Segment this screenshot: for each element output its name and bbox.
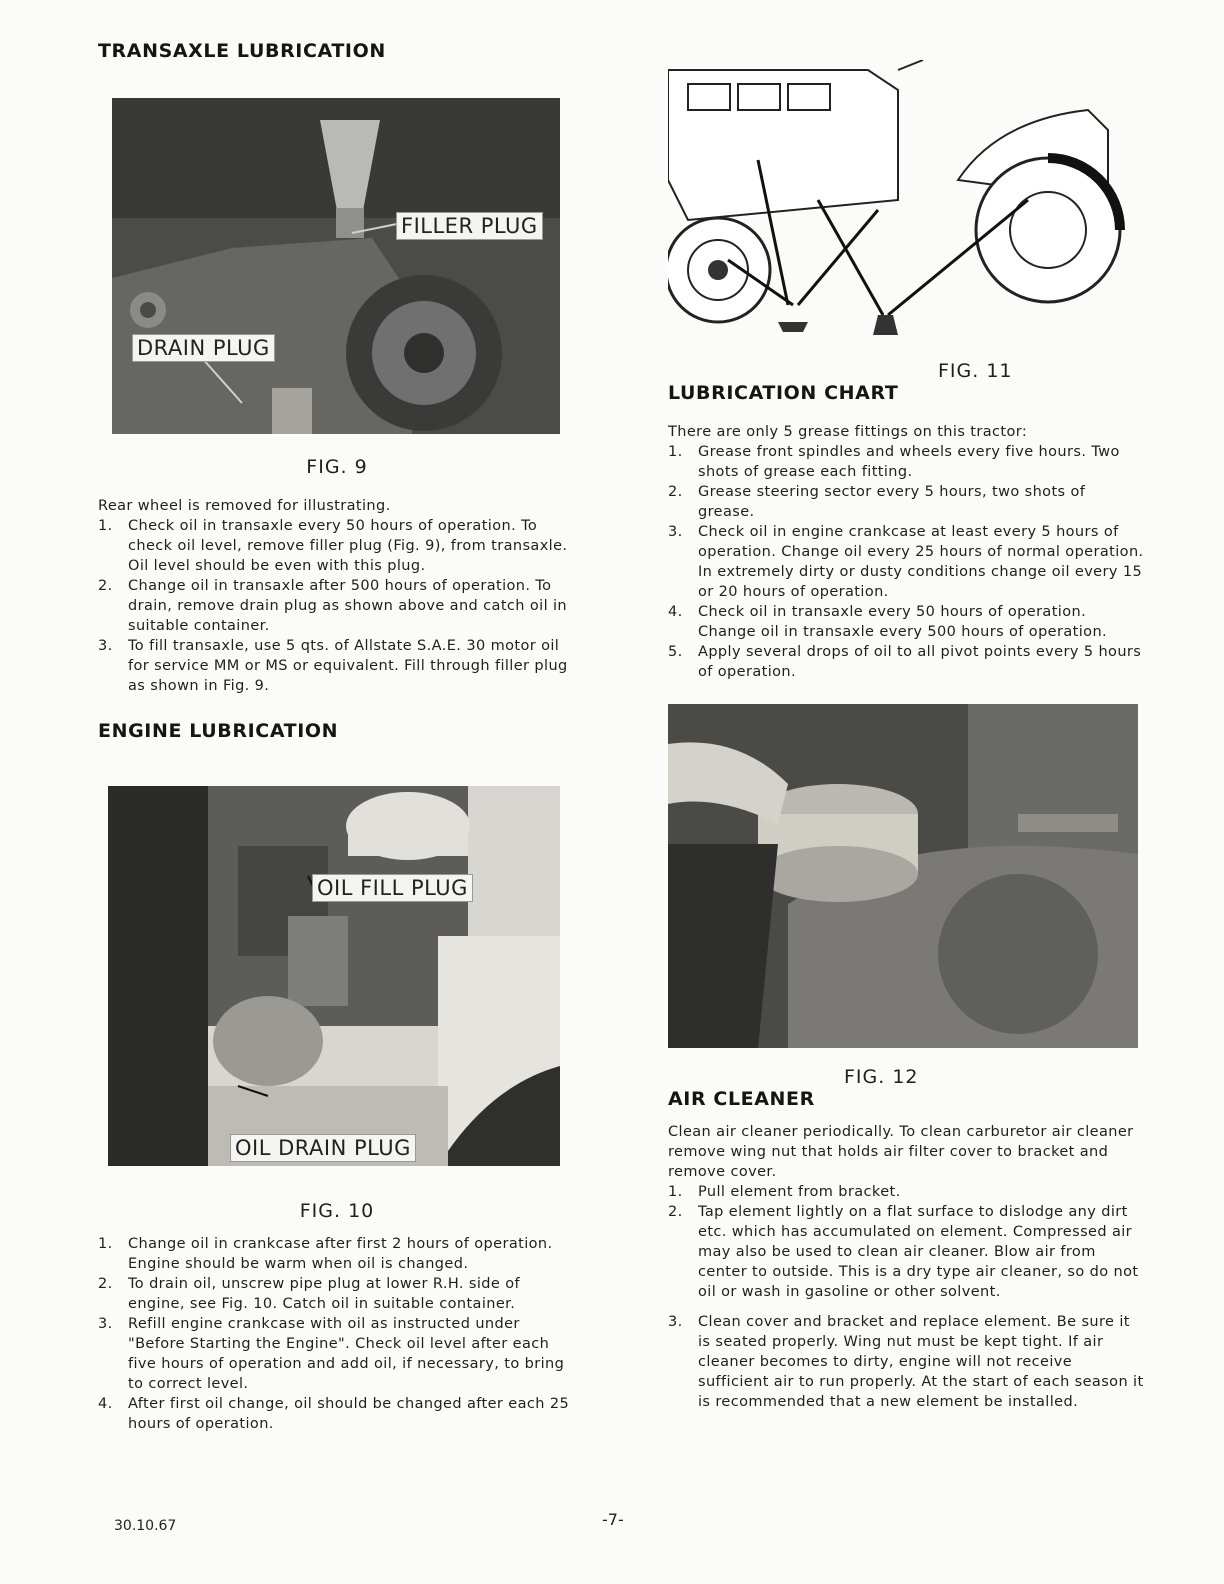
transaxle-intro: Rear wheel is removed for illustrating. [98,498,391,514]
oil-drain-plug-callout: OIL DRAIN PLUG [230,1134,416,1162]
oil-fill-plug-callout: OIL FILL PLUG [312,874,473,902]
list-item: 4. After first oil change, oil should be changed after each 25 hours of operation. [98,1396,570,1432]
list-item: 1. Check oil in transaxle every 50 hours of operation. To check oil level, remove filler plug (Fig. 9), from transaxle. Oil level should be even with this plug. [98,518,568,574]
transaxle-heading: TRANSAXLE LUBRICATION [98,40,386,62]
fig12-photo [668,704,1138,1048]
engine-heading: ENGINE LUBRICATION [98,720,339,742]
list-item: 2. To drain oil, unscrew pipe plug at lower R.H. side of engine, see Fig. 10. Catch oil in suitable container. [98,1276,520,1312]
list-item: 3. Refill engine crankcase with oil as instructed under "Before Starting the Engine". Check oil level after each five hours of operation and add oil, if necessary, to bring to correct level. [98,1316,565,1392]
list-item: 3. Clean cover and bracket and replace element. Be sure it is seated properly. Wing nut must be kept tight. If air cleaner becomes to dirty, engine will not receive sufficient air to run properly. At the start of each season it is recommended that a new element be installed. [668,1314,1144,1410]
engine-list [98,1234,576,1434]
tractor-lubrication-diagram [668,60,1128,350]
lubrication-chart-heading: LUBRICATION CHART [668,382,899,404]
list-item: 1. Grease front spindles and wheels every five hours. Two shots of grease each fitting. [668,444,1120,480]
list-item: 4. Check oil in transaxle every 50 hours of operation. Change oil in transaxle every 500 hours of operation. [668,604,1108,640]
lubrication-chart-intro: There are only 5 grease fittings on this tractor: [668,424,1028,440]
fig10-photo [108,786,560,1166]
air-cleaner-heading: AIR CLEANER [668,1088,815,1110]
right-column [668,60,1146,1412]
filler-plug-callout: FILLER PLUG [396,212,543,240]
fig10-illustration [108,786,560,1166]
list-item: 3. Check oil in engine crankcase at least every 5 hours of operation. Change oil every 25 hours of normal operation. In extremely dirty or dusty conditions change oil every 15 or 20 hours of operation. [668,524,1144,600]
lubrication-chart-list [668,442,1146,682]
air-cleaner-list [668,1182,1146,1412]
fig10-caption: FIG. 10 [299,1200,375,1222]
fig11-drawing [668,60,1128,350]
list-item: 2. Grease steering sector every 5 hours, two shots of grease. [668,484,1086,520]
list-item: 2. Tap element lightly on a flat surface to dislodge any dirt etc. which has accumulated on element. Compressed air may also be used to clean air cleaner. Blow air from center to outside. This is a dry type air cleaner, so do not oil or wash in gasoline or other solvent. [668,1204,1139,1300]
list-item: 1. Change oil in crankcase after first 2 hours of operation. Engine should be warm when oil is changed. [98,1236,553,1272]
left-column [98,40,576,1434]
list-item: 3. To fill transaxle, use 5 qts. of Allstate S.A.E. 30 motor oil for service MM or MS or equivalent. Fill through filler plug as shown in Fig. 9. [98,638,568,694]
fig9-caption: FIG. 9 [306,456,368,478]
fig12-illustration [668,704,1138,1048]
list-item: 2. Change oil in transaxle after 500 hours of operation. To drain, remove drain plug as shown above and catch oil in suitable container. [98,578,568,634]
drain-plug-callout: DRAIN PLUG [132,334,275,362]
page-number: -7- [602,1510,624,1529]
fig11-caption: FIG. 11 [938,360,1013,382]
air-cleaner-intro: Clean air cleaner periodically. To clean carburetor air cleaner remove wing nut that holds air filter cover to bracket and remove cover. [668,1124,1134,1180]
transaxle-list [98,516,576,696]
list-item: 5. Apply several drops of oil to all pivot points every 5 hours of operation. [668,644,1142,680]
fig12-caption: FIG. 12 [844,1066,919,1088]
footer-date: 30.10.67 [114,1518,177,1534]
fig9-photo [112,98,560,434]
fig9-illustration [112,98,560,434]
list-item: 1. Pull element from bracket. [668,1184,901,1200]
